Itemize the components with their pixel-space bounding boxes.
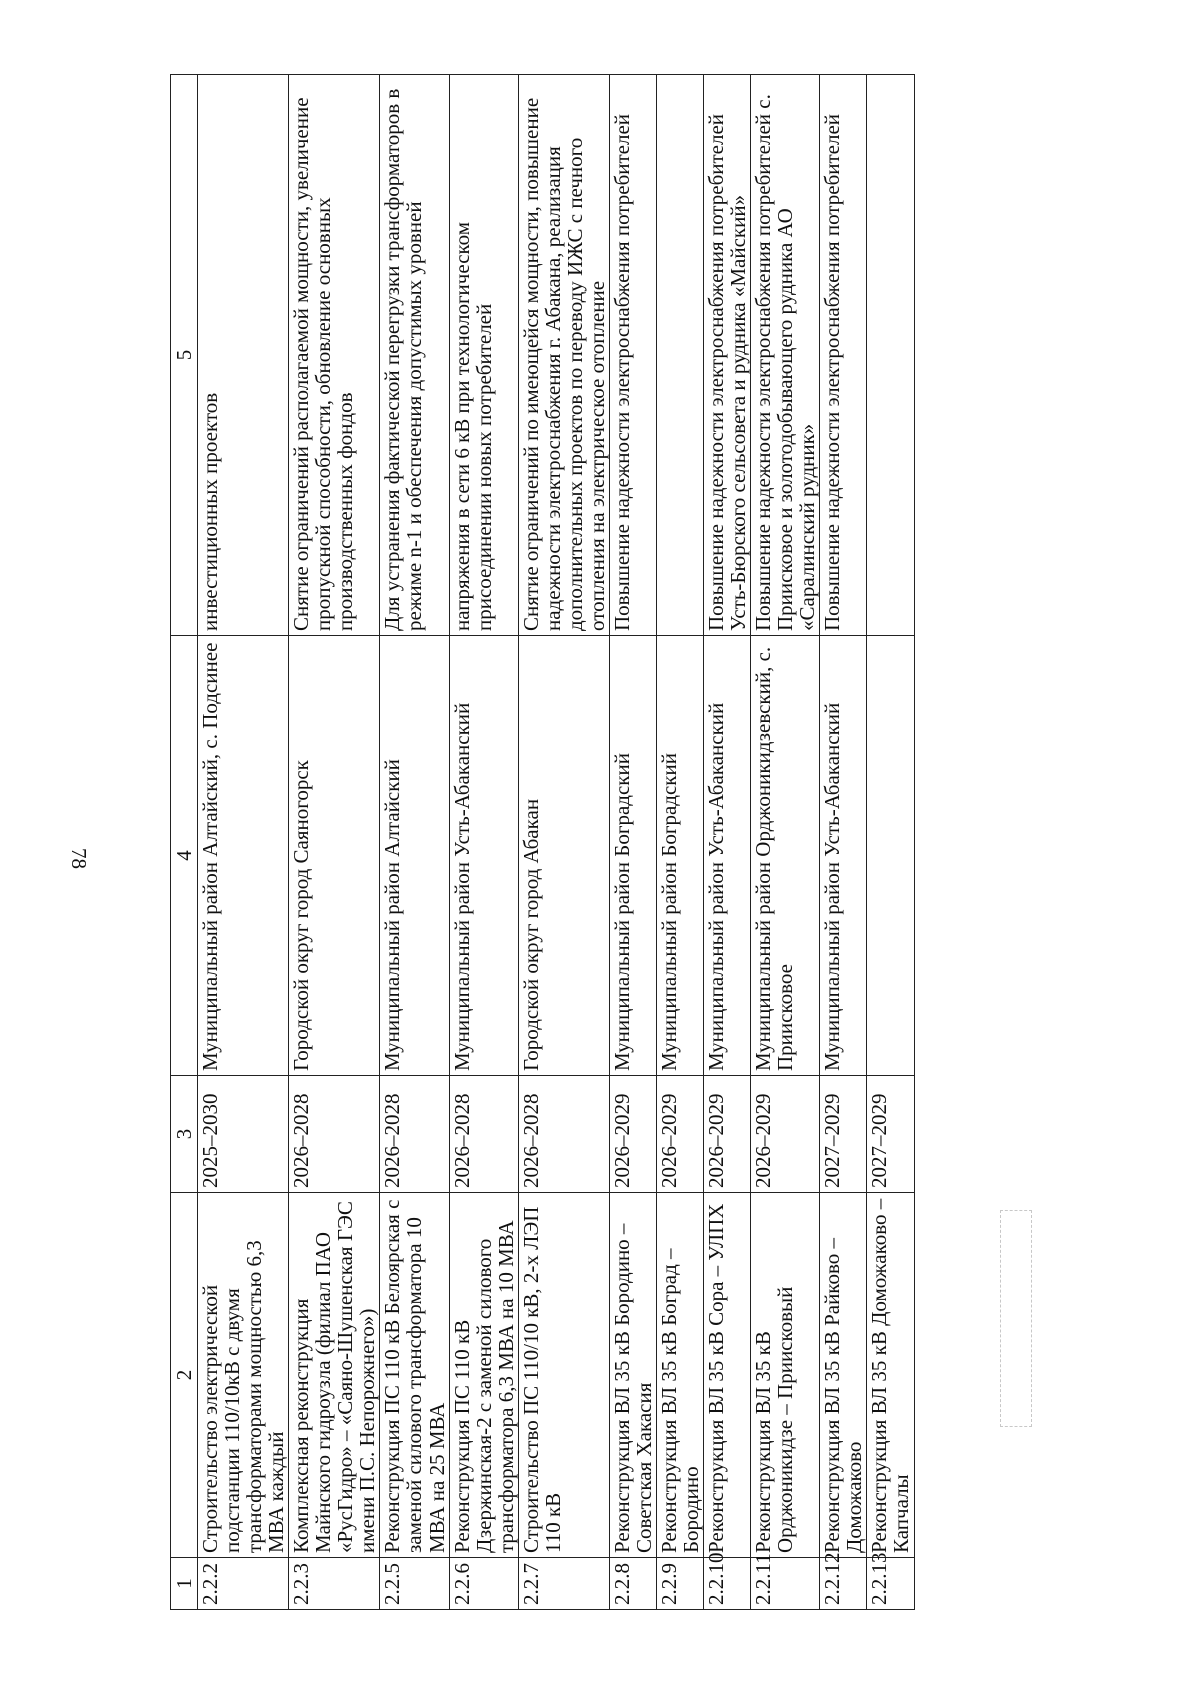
header-col-3: 3: [171, 1076, 198, 1193]
project-period: 2026–2028: [380, 1076, 449, 1193]
project-period: 2025–2030: [198, 1076, 289, 1193]
project-purpose: [867, 75, 914, 636]
project-location: Муниципальный район Боградский: [656, 636, 703, 1076]
table-row: [380, 75, 449, 1610]
table-row: [867, 75, 914, 1610]
row-number: 2.2.9: [656, 1558, 703, 1610]
project-name: Реконструкция ВЛ 35 кВ Орджоникидзе – Приисковый: [751, 1193, 820, 1558]
row-number: 2.2.6: [449, 1558, 518, 1610]
project-purpose: Повышение надежности электроснабжения потребителей Усть-Бюрского сельсовета и рудника «Майский»: [704, 75, 751, 636]
project-location: Городской округ город Саяногорск: [289, 636, 380, 1076]
project-location: Муниципальный район Алтайский, с. Подсинее: [198, 636, 289, 1076]
project-purpose: Снятие ограничений по имеющейся мощности, повышение надежности электроснабжения г. Абакана, реализация дополнительных проектов по переводу ИЖС с печного отопления на электрическое отопление: [518, 75, 609, 636]
project-period: 2026–2028: [518, 1076, 609, 1193]
project-period: 2026–2029: [609, 1076, 656, 1193]
project-period: 2026–2029: [656, 1076, 703, 1193]
row-number: 2.2.13: [867, 1558, 914, 1610]
project-location: Муниципальный район Усть-Абаканский: [820, 636, 867, 1076]
table-row: [609, 75, 656, 1610]
project-name: Реконструкция ВЛ 35 кВ Доможаково – Капчалы: [867, 1193, 914, 1558]
table-row: [704, 75, 751, 1610]
table-row: [751, 75, 820, 1610]
project-location: Муниципальный район Боградский: [609, 636, 656, 1076]
project-name: Комплексная реконструкция Майнского гидроузла (филиал ПАО «РусГидро» – «Саяно-Шушенская ГЭС имени П.С. Непорожнего»): [289, 1193, 380, 1558]
project-purpose: Повышение надежности электроснабжения потребителей: [609, 75, 656, 636]
project-period: 2026–2029: [751, 1076, 820, 1193]
project-period: 2026–2028: [449, 1076, 518, 1193]
project-location: Городской округ город Абакан: [518, 636, 609, 1076]
rotated-table-container: [170, 75, 1050, 1610]
header-col-1: 1: [171, 1558, 198, 1610]
project-name: Реконструкция ПС 110 кВ Белоярская с заменой силового трансформатора 10 МВА на 25 МВА: [380, 1193, 449, 1558]
project-location: Муниципальный район Орджоникидзевский, с. Приисковое: [751, 636, 820, 1076]
project-name: Реконструкция ПС 110 кВ Дзержинская-2 с заменой силового трансформатора 6,3 МВА на 10 МВА: [449, 1193, 518, 1558]
row-number: 2.2.3: [289, 1558, 380, 1610]
header-col-2: 2: [171, 1193, 198, 1558]
project-name: Реконструкция ВЛ 35 кВ Боград – Бородино: [656, 1193, 703, 1558]
project-period: 2026–2029: [704, 1076, 751, 1193]
table-row: [449, 75, 518, 1610]
project-purpose: Повышение надежности электроснабжения потребителей с. Приисковое и золотодобывающего рудника АО «Саралинский рудник»: [751, 75, 820, 636]
row-number: 2.2.12: [820, 1558, 867, 1610]
project-location: Муниципальный район Усть-Абаканский: [449, 636, 518, 1076]
project-location: Муниципальный район Усть-Абаканский: [704, 636, 751, 1076]
project-location: [867, 636, 914, 1076]
project-period: 2026–2028: [289, 1076, 380, 1193]
project-name: Строительство ПС 110/10 кВ, 2-х ЛЭП 110 кВ: [518, 1193, 609, 1558]
header-col-4: 4: [171, 636, 198, 1076]
header-col-5: 5: [171, 75, 198, 636]
page-number: 78: [67, 848, 91, 869]
project-purpose: напряжения в сети 6 кВ при технологическом присоединении новых потребителей: [449, 75, 518, 636]
row-number: 2.2.8: [609, 1558, 656, 1610]
project-purpose: Для устранения фактической перегрузки трансформаторов в режиме n-1 и обеспечения допустимых уровней: [380, 75, 449, 636]
table-row: [820, 75, 867, 1610]
project-purpose: Снятие ограничений располагаемой мощности, увеличение пропускной способности, обновление основных производственных фондов: [289, 75, 380, 636]
project-period: 2027–2029: [867, 1076, 914, 1193]
project-purpose: [656, 75, 703, 636]
row-number: 2.2.10: [704, 1558, 751, 1610]
project-name: Строительство электрической подстанции 110/10кВ с двумя трансформаторами мощностью 6,3 МВА каждый: [198, 1193, 289, 1558]
row-number: 2.2.5: [380, 1558, 449, 1610]
table-row: [656, 75, 703, 1610]
project-name: Реконструкция ВЛ 35 кВ Бородино – Советская Хакасия: [609, 1193, 656, 1558]
row-number: 2.2.11: [751, 1558, 820, 1610]
project-name: Реконструкция ВЛ 35 кВ Райково – Доможаково: [820, 1193, 867, 1558]
project-period: 2027–2029: [820, 1076, 867, 1193]
project-purpose: инвестиционных проектов: [198, 75, 289, 636]
row-number: 2.2.7: [518, 1558, 609, 1610]
table-row: [289, 75, 380, 1610]
project-name: Реконструкция ВЛ 35 кВ Сора – УЛПХ: [704, 1193, 751, 1558]
table-header-row: [171, 75, 198, 1610]
table-row: [198, 75, 289, 1610]
projects-table: [170, 74, 915, 1610]
row-number: 2.2.2: [198, 1558, 289, 1610]
project-location: Муниципальный район Алтайский: [380, 636, 449, 1076]
project-purpose: Повышение надежности электроснабжения потребителей: [820, 75, 867, 636]
table-row: [518, 75, 609, 1610]
